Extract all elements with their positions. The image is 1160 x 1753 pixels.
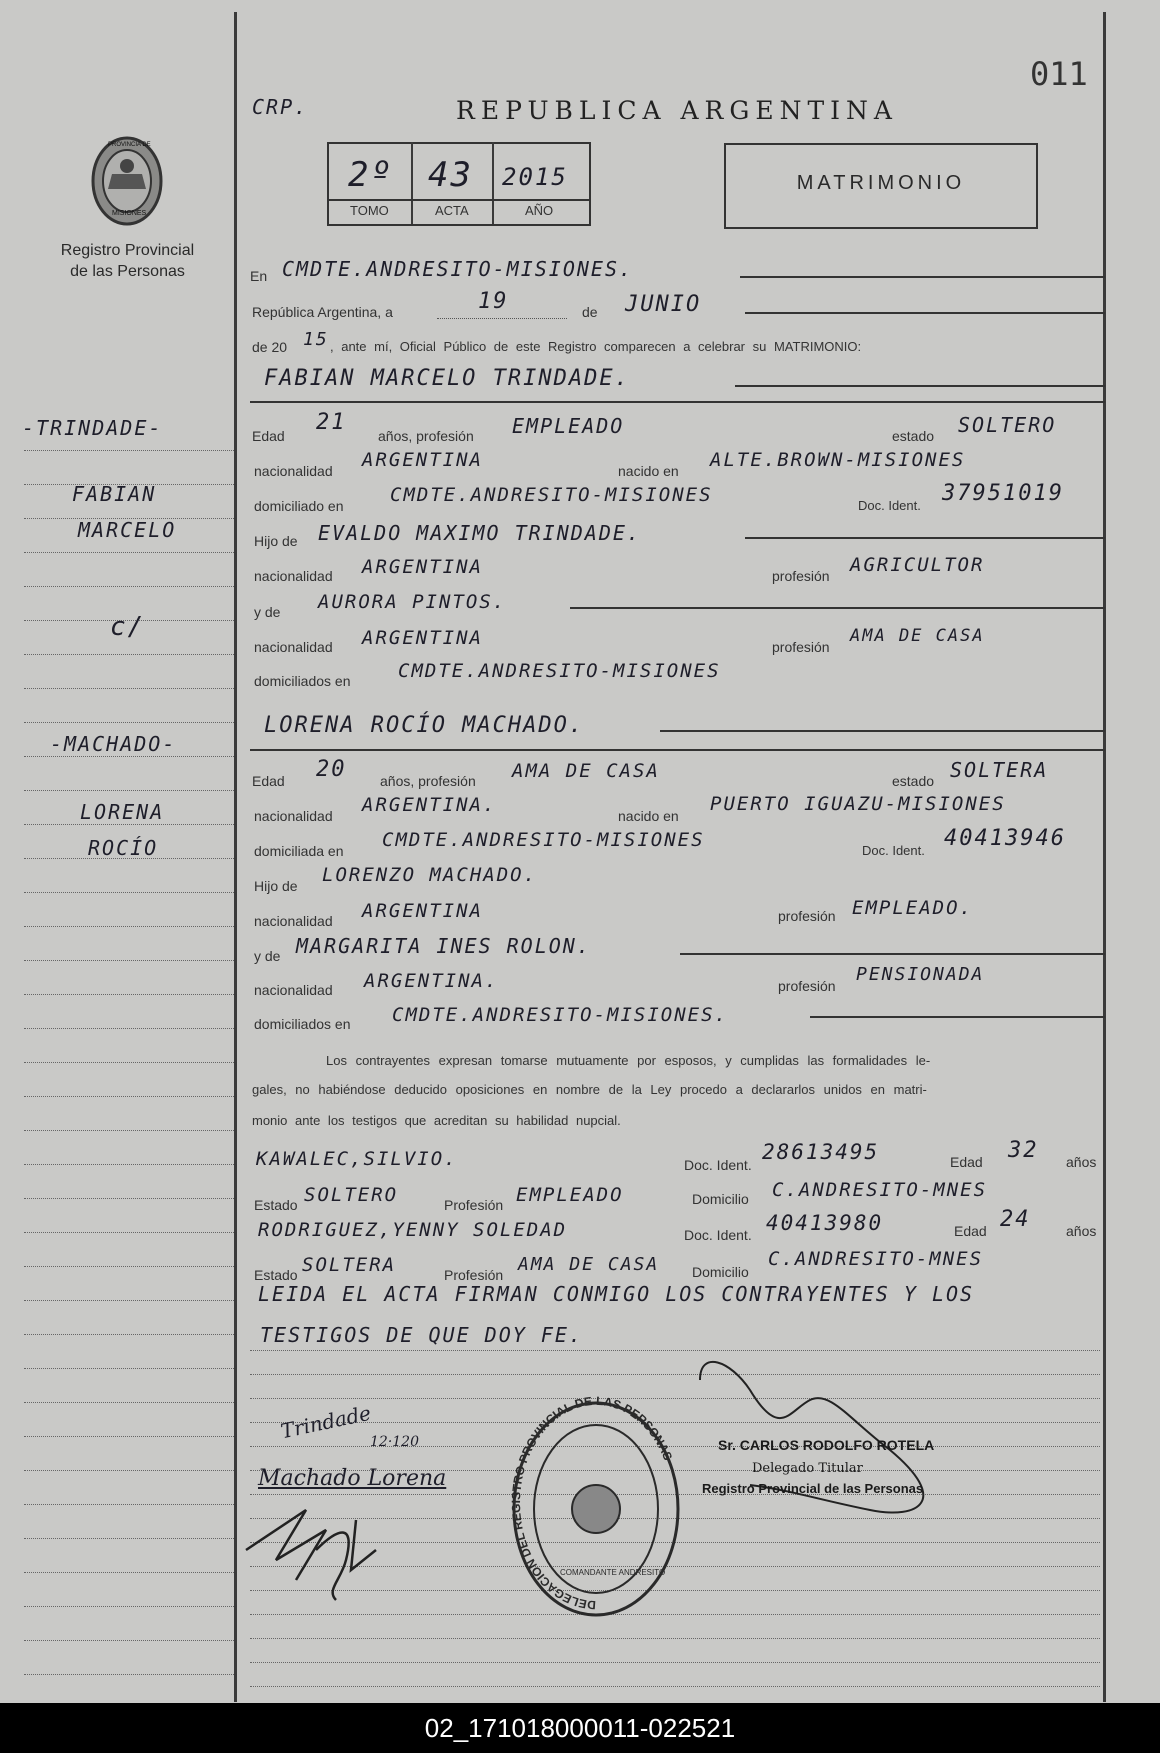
margin-ruled-line bbox=[24, 1266, 234, 1267]
bride-mother-rule bbox=[680, 953, 1105, 955]
groom-father-nat: ARGENTINA bbox=[362, 556, 483, 578]
groom-nacido-label: nacido en bbox=[618, 463, 679, 479]
witness1-age: 32 bbox=[1008, 1138, 1039, 1163]
declaration-line3: monio ante los testigos que acreditan su habilidad nupcial. bbox=[252, 1113, 621, 1128]
margin-bride-given2: ROCÍO bbox=[88, 836, 159, 860]
country-title: REPUBLICA ARGENTINA bbox=[456, 96, 898, 125]
margin-ruled-line bbox=[24, 1130, 234, 1131]
record-box-divider1 bbox=[411, 142, 413, 224]
republica-label: República Argentina, a bbox=[252, 304, 393, 320]
witness1-profesion-label: Profesión bbox=[444, 1197, 504, 1213]
anio-label: AÑO bbox=[525, 203, 554, 218]
margin-ruled-line bbox=[24, 1300, 234, 1301]
page-number: 011 bbox=[1030, 55, 1088, 93]
margin-ruled-line bbox=[24, 586, 234, 587]
closing-line1: LEIDA EL ACTA FIRMAN CONMIGO LOS CONTRAYENTES Y LOS bbox=[258, 1282, 975, 1306]
margin-ruled-line bbox=[24, 1470, 234, 1471]
signature-trindade-text: Trindade bbox=[278, 1400, 374, 1444]
margin-bride-given1: LORENA bbox=[80, 800, 165, 824]
margin-ruled-line bbox=[24, 1334, 234, 1335]
groom-age: 21 bbox=[316, 410, 347, 435]
margin-conjunction: c/ bbox=[110, 612, 146, 642]
seal-bottom-text: MISIONES bbox=[112, 210, 147, 217]
margin-ruled-line bbox=[24, 1572, 234, 1573]
witness1-edad-label: Edad bbox=[950, 1154, 983, 1170]
bride-doc-label: Doc. Ident. bbox=[862, 843, 925, 858]
day-rule bbox=[437, 318, 567, 319]
margin-ruled-line bbox=[24, 1062, 234, 1063]
groom-father-nat-label: nacionalidad bbox=[254, 568, 333, 584]
witness-signatures-scribble bbox=[236, 1490, 406, 1610]
body-ruled-line bbox=[250, 1686, 1100, 1687]
margin-ruled-line bbox=[24, 994, 234, 995]
bride-doc: 40413946 bbox=[944, 826, 1066, 851]
bride-mother-nat-label: nacionalidad bbox=[254, 982, 333, 998]
margin-ruled-line bbox=[24, 1504, 234, 1505]
margin-ruled-line bbox=[24, 450, 234, 451]
place-value: CMDTE.ANDRESITO-MISIONES. bbox=[282, 257, 634, 281]
month-value: JUNIO bbox=[625, 292, 702, 317]
margin-groom-given2: MARCELO bbox=[78, 518, 177, 542]
margin-ruled-line bbox=[24, 1674, 234, 1675]
bride-father-prof-label: profesión bbox=[778, 908, 836, 924]
declaration-line2: gales, no habiéndose deducido oposiciones en nombre de la Ley procedo a declararlos unidos en matri- bbox=[252, 1082, 927, 1097]
witness2-estado-label: Estado bbox=[254, 1267, 298, 1283]
registry-stamp bbox=[508, 1396, 684, 1622]
margin-ruled-line bbox=[24, 1368, 234, 1369]
bride-father: LORENZO MACHADO. bbox=[322, 864, 538, 886]
stamp-inner-text: COMANDANTE ANDRESITO bbox=[560, 1568, 666, 1577]
witness2-profesion-label: Profesión bbox=[444, 1267, 504, 1283]
groom-domicile: CMDTE.ANDRESITO-MISIONES bbox=[390, 484, 713, 506]
bride-anos-prof-label: años, profesión bbox=[380, 773, 476, 789]
groom-mother-prof: AMA DE CASA bbox=[850, 626, 985, 646]
margin-ruled-line bbox=[24, 892, 234, 893]
witness2-age: 24 bbox=[1000, 1207, 1031, 1232]
groom-father-prof: AGRICULTOR bbox=[850, 554, 985, 576]
groom-nacionalidad-label: nacionalidad bbox=[254, 463, 333, 479]
groom-doc: 37951019 bbox=[942, 481, 1064, 506]
agency-name-line2: de las Personas bbox=[70, 263, 185, 280]
signature-trindade-number: 12·120 bbox=[370, 1434, 419, 1450]
signature-machado: Machado Lorena bbox=[258, 1466, 447, 1491]
margin-ruled-line bbox=[24, 824, 234, 825]
bride-parents-domicile: CMDTE.ANDRESITO-MISIONES. bbox=[392, 1004, 728, 1026]
margin-ruled-line bbox=[24, 654, 234, 655]
official-organization: Registro Provincial de las Personas bbox=[702, 1481, 924, 1496]
bride-father-nat: ARGENTINA bbox=[362, 900, 483, 922]
groom-domiciliados-label: domiciliados en bbox=[254, 673, 351, 689]
margin-ruled-line bbox=[24, 960, 234, 961]
bride-hijo-label: Hijo de bbox=[254, 878, 298, 894]
groom-estado-label: estado bbox=[892, 428, 935, 444]
de-label: de bbox=[582, 304, 598, 320]
margin-ruled-line bbox=[24, 1096, 234, 1097]
witness2-name: RODRIGUEZ,YENNY SOLEDAD bbox=[258, 1219, 568, 1241]
margin-ruled-line bbox=[24, 552, 234, 553]
bride-mother-nat: ARGENTINA. bbox=[364, 970, 499, 992]
margin-groom-given1: FABIAN bbox=[72, 482, 157, 506]
corner-code: CRP. bbox=[252, 95, 309, 119]
margin-ruled-line bbox=[24, 1028, 234, 1029]
groom-father-rule bbox=[745, 537, 1105, 539]
bride-estado: SOLTERA bbox=[950, 758, 1049, 782]
margin-bride-surname: -MACHADO- bbox=[50, 732, 177, 756]
acta-value: 43 bbox=[428, 155, 473, 195]
year-prefix: de 20 bbox=[252, 339, 288, 355]
witness2-domicile: C.ANDRESITO-MNES bbox=[768, 1248, 984, 1270]
groom-mother-prof-label: profesión bbox=[772, 639, 830, 655]
place-rule bbox=[740, 276, 1105, 278]
groom-full-name: FABIAN MARCELO TRINDADE. bbox=[264, 366, 630, 391]
groom-domicilio-label: domiciliado en bbox=[254, 498, 344, 514]
margin-ruled-line bbox=[24, 1164, 234, 1165]
bride-domicilio-label: domiciliada en bbox=[254, 843, 344, 859]
bride-mother: MARGARITA INES ROLON. bbox=[296, 934, 591, 958]
left-frame-line bbox=[234, 12, 237, 1702]
official-name: Sr. CARLOS RODOLFO ROTELA bbox=[718, 1437, 935, 1453]
witness1-doc: 28613495 bbox=[762, 1140, 880, 1164]
record-box-label-rule bbox=[327, 199, 589, 201]
acta-label: ACTA bbox=[435, 203, 469, 218]
bride-profession: AMA DE CASA bbox=[512, 760, 660, 782]
witness1-name: KAWALEC,SILVIO. bbox=[256, 1148, 458, 1170]
bride-birthplace: PUERTO IGUAZU-MISIONES bbox=[710, 793, 1006, 815]
record-box-divider2 bbox=[492, 142, 494, 224]
bride-nacido-label: nacido en bbox=[618, 808, 679, 824]
bride-end-rule bbox=[810, 1016, 1105, 1018]
groom-hijo-label: Hijo de bbox=[254, 533, 298, 549]
bride-yde-label: y de bbox=[254, 948, 281, 964]
bride-edad-label: Edad bbox=[252, 773, 285, 789]
month-rule bbox=[745, 312, 1105, 314]
bride-name-rule bbox=[660, 730, 1105, 732]
seal-top-text: PROVINCIA DE bbox=[108, 142, 151, 148]
witness1-domicile: C.ANDRESITO-MNES bbox=[772, 1179, 988, 1201]
body-ruled-line bbox=[250, 1662, 1100, 1663]
margin-groom-surname: -TRINDADE- bbox=[22, 416, 163, 440]
witness1-anos-label: años bbox=[1066, 1154, 1097, 1170]
witness2-doc: 40413980 bbox=[766, 1211, 884, 1235]
groom-block-rule bbox=[250, 401, 1105, 403]
margin-ruled-line bbox=[24, 688, 234, 689]
bride-father-nat-label: nacionalidad bbox=[254, 913, 333, 929]
groom-estado: SOLTERO bbox=[958, 413, 1057, 437]
margin-ruled-line bbox=[24, 1538, 234, 1539]
margin-ruled-line bbox=[24, 1402, 234, 1403]
margin-ruled-line bbox=[24, 1436, 234, 1437]
day-value: 19 bbox=[478, 289, 509, 314]
groom-anos-prof-label: años, profesión bbox=[378, 428, 474, 444]
doc-type-title: MATRIMONIO bbox=[796, 172, 966, 194]
margin-ruled-line bbox=[24, 1640, 234, 1641]
groom-doc-label: Doc. Ident. bbox=[858, 498, 921, 513]
stamp-ring-text: DELEGACION DEL REGISTRO PROVINCIAL DE LAS PERSONAS bbox=[508, 1396, 676, 1613]
year-suffix: 15 bbox=[303, 329, 329, 350]
groom-yde-label: y de bbox=[254, 604, 281, 620]
witness1-domicilio-label: Domicilio bbox=[692, 1191, 749, 1207]
witness1-estado: SOLTERO bbox=[304, 1184, 399, 1206]
witness2-domicilio-label: Domicilio bbox=[692, 1264, 749, 1280]
bride-domicile: CMDTE.ANDRESITO-MISIONES bbox=[382, 829, 705, 851]
groom-mother-rule bbox=[570, 607, 1105, 609]
bride-estado-label: estado bbox=[892, 773, 935, 789]
groom-father: EVALDO MAXIMO TRINDADE. bbox=[318, 521, 641, 545]
bride-father-prof: EMPLEADO. bbox=[852, 897, 973, 919]
witness2-profession: AMA DE CASA bbox=[518, 1254, 660, 1275]
groom-profession: EMPLEADO bbox=[512, 414, 625, 438]
closing-line2: TESTIGOS DE QUE DOY FE. bbox=[260, 1323, 583, 1347]
declaration-line1: Los contrayentes expresan tomarse mutuamente por esposos, y cumplidas las formalidades le- bbox=[326, 1053, 931, 1068]
bride-nacionalidad-label: nacionalidad bbox=[254, 808, 333, 824]
groom-parents-domicile: CMDTE.ANDRESITO-MISIONES bbox=[398, 660, 721, 682]
witness1-doc-label: Doc. Ident. bbox=[684, 1157, 752, 1173]
bride-full-name: LORENA ROCÍO MACHADO. bbox=[264, 713, 585, 738]
witness1-estado-label: Estado bbox=[254, 1197, 298, 1213]
groom-nationality: ARGENTINA bbox=[362, 449, 483, 471]
witness2-edad-label: Edad bbox=[954, 1223, 987, 1239]
witness2-anos-label: años bbox=[1066, 1223, 1097, 1239]
signature-trindade bbox=[260, 1400, 440, 1460]
groom-father-prof-label: profesión bbox=[772, 568, 830, 584]
anio-value: 2015 bbox=[502, 163, 568, 191]
witness2-doc-label: Doc. Ident. bbox=[684, 1227, 752, 1243]
margin-ruled-line bbox=[24, 790, 234, 791]
groom-birthplace: ALTE.BROWN-MISIONES bbox=[710, 449, 966, 471]
official-title: Delegado Titular bbox=[752, 1461, 863, 1476]
witness1-profession: EMPLEADO bbox=[516, 1184, 624, 1206]
agency-name-line1: Registro Provincial bbox=[60, 242, 195, 259]
bride-age: 20 bbox=[316, 757, 347, 782]
tomo-value: 2º bbox=[348, 155, 393, 195]
groom-mother-nat-label: nacionalidad bbox=[254, 639, 333, 655]
margin-ruled-line bbox=[24, 722, 234, 723]
en-label: En bbox=[250, 268, 268, 284]
margin-ruled-line bbox=[24, 1606, 234, 1607]
bride-mother-prof-label: profesión bbox=[778, 978, 836, 994]
bride-domiciliados-label: domiciliados en bbox=[254, 1016, 351, 1032]
margin-ruled-line bbox=[24, 926, 234, 927]
right-frame-line bbox=[1103, 12, 1106, 1702]
margin-ruled-line bbox=[24, 1232, 234, 1233]
body-ruled-line bbox=[250, 1638, 1100, 1639]
file-id-bar: 02_171018000011-022521 bbox=[0, 1703, 1160, 1753]
province-seal bbox=[88, 134, 166, 228]
groom-edad-label: Edad bbox=[252, 428, 285, 444]
groom-name-rule bbox=[735, 385, 1105, 387]
margin-ruled-line bbox=[24, 1198, 234, 1199]
bride-mother-prof: PENSIONADA bbox=[856, 964, 985, 985]
intro-statement: , ante mí, Oficial Público de este Registro comparecen a celebrar su MATRIMONIO: bbox=[330, 339, 862, 354]
margin-ruled-line bbox=[24, 756, 234, 757]
groom-mother-nat: ARGENTINA bbox=[362, 627, 483, 649]
groom-mother: AURORA PINTOS. bbox=[318, 591, 507, 613]
tomo-label: TOMO bbox=[350, 203, 389, 218]
witness2-estado: SOLTERA bbox=[302, 1254, 397, 1276]
bride-block-rule bbox=[250, 749, 1105, 751]
bride-nationality: ARGENTINA. bbox=[362, 794, 497, 816]
